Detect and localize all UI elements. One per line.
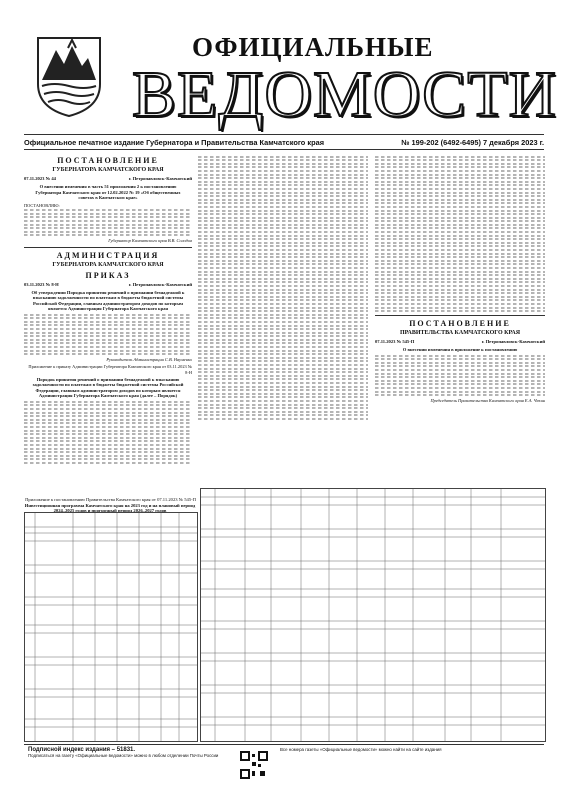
table-grid xyxy=(201,489,545,741)
doc-signature: Председатель Правительства Камчатского края Е.А. Чекин xyxy=(430,398,545,404)
column-3 xyxy=(375,154,545,494)
doc-kind: ПРИКАЗ xyxy=(85,270,131,280)
investment-table-right xyxy=(200,488,546,742)
doc-heading: Об утверждении Порядка принятия решений о признании безнадежной к взысканию задолженности по платежам в бюджеты бюджетной системы Российской Федерации, главным администратором доходов по которым является Администрация Губернатора Камчатского края xyxy=(31,289,185,312)
masthead-title: ВЕДОМОСТИ xyxy=(132,58,558,131)
issue-number: № 199-202 (6492-6495) 7 декабря 2023 г. xyxy=(401,137,544,147)
qr-code-icon[interactable] xyxy=(240,751,268,779)
doc-heading: О внесении изменения в часть 51 приложения 2 к постановлению Губернатора Камчатского края от 12.02.2022 № 19 «Об общественных советах в Камчатском крае» xyxy=(35,184,181,200)
doc-heading: О внесении изменения в приложение к постановлению xyxy=(402,347,518,353)
section-title: АДМИНИСТРАЦИЯ xyxy=(56,250,160,260)
column-1 xyxy=(24,154,192,494)
doc-date: 07.11.2023 № 545-П xyxy=(375,339,415,345)
section-title: ПОСТАНОВЛЕНИЕ xyxy=(409,319,511,329)
masthead xyxy=(24,26,558,134)
doc-signature: Губернатор Камчатского края В.В. Солодов xyxy=(108,238,192,244)
doc-date: 03.11.2023 № 8-Н xyxy=(24,281,59,287)
doc-date: 07.11.2023 № 44 xyxy=(24,176,56,181)
doc-body-lead: ПОСТАНОВЛЯЮ: xyxy=(24,202,60,208)
section-title: ПОСТАНОВЛЕНИЕ xyxy=(57,156,159,165)
footer-right xyxy=(276,745,544,787)
website-note: Все номера газеты «Официальные ведомости» можно найти на сайте издания xyxy=(280,747,442,752)
subscription-index: Подписной индекс издания – 51831. xyxy=(28,747,136,753)
table-grid xyxy=(25,513,197,741)
section-subtitle: ПРАВИТЕЛЬСТВА КАМЧАТСКОГО КРАЯ xyxy=(399,330,521,337)
table-appendix: Приложение к постановлению Правительства Камчатского края от 07.11.2023 № 545-П xyxy=(25,497,196,502)
investment-table-left xyxy=(24,512,198,742)
kamchatka-emblem-icon xyxy=(34,36,104,118)
footer xyxy=(24,744,544,787)
section-subtitle: ГУБЕРНАТОРА КАМЧАТСКОГО КРАЯ xyxy=(52,167,164,173)
doc-city: г. Петропавловск-Камчатский xyxy=(128,176,192,181)
subscription-note: Подписаться на газету «Официальные ведомости» можно в любом отделении Почты России xyxy=(28,753,219,759)
footer-left xyxy=(24,745,232,787)
column-2 xyxy=(198,154,368,450)
doc-meta xyxy=(24,282,192,288)
table-title: Инвестиционная программа Камчатского края на 2023 год и на плановый период 2024–2025 годов и прогнозный период 2026–2027 годов xyxy=(24,502,196,513)
appendix-note: Приложение к приказу Администрации Губернатора Камчатского края от 03.11.2023 № 8-Н xyxy=(28,364,192,375)
doc-city: г. Петропавловск-Камчатский xyxy=(481,339,545,345)
doc-meta xyxy=(375,339,545,345)
doc-meta xyxy=(24,176,192,182)
masthead-title-top: ОФИЦИАЛЬНЫЕ xyxy=(192,32,434,62)
doc-signature: Руководитель Администрации С.В. Науменко xyxy=(106,357,192,363)
section-subtitle: ГУБЕРНАТОРА КАМЧАТСКОГО КРАЯ xyxy=(52,261,164,268)
order-heading: Порядок принятия решений о признании безнадежной к взысканию задолженности по платежам в бюджеты бюджетной системы Российской Федерации, главным администратором доходов по которым является Администрация Губернатора Камчатского края (далее – Порядок) xyxy=(32,376,184,399)
tagline-bar xyxy=(24,134,544,150)
doc-city: г. Петропавловск-Камчатский xyxy=(128,281,192,287)
tagline: Официальное печатное издание Губернатора и Правительства Камчатского края xyxy=(24,137,325,147)
